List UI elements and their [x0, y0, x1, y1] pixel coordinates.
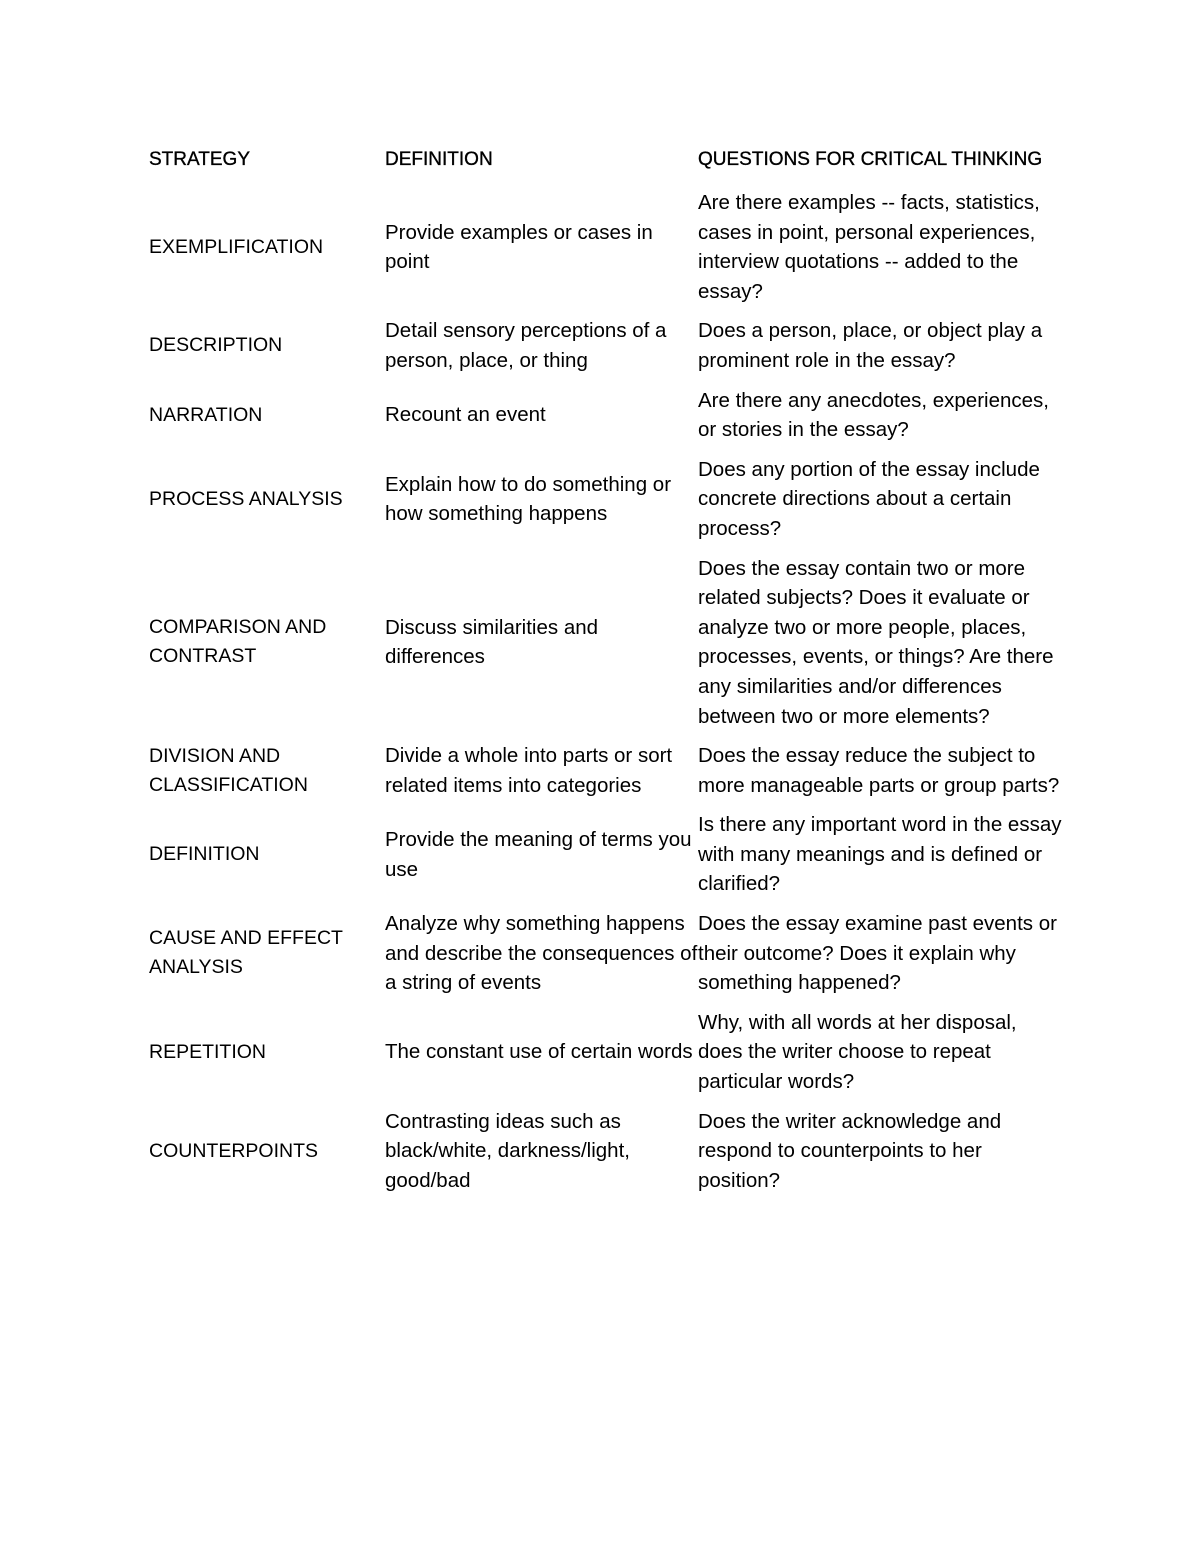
questions-cell: Is there any important word in the essay with many meanings and is defined or clarified? [698, 813, 1062, 896]
strategy-table [149, 146, 1064, 1200]
definition-cell: Divide a whole into parts or sort related items into categories [385, 744, 673, 797]
definition-cell: The constant use of certain words [385, 1040, 693, 1064]
questions-cell: Does the essay contain two or more related subjects? Does it evaluate or analyze two or more people, places, processes, events, or things? Are there any similarities and/or differences between two or more elements? [698, 556, 1054, 728]
header-definition: DEFINITION [385, 149, 493, 170]
table-row [149, 381, 1064, 450]
strategy-cell: PROCESS ANALYSIS [149, 487, 343, 510]
strategy-cell: DEFINITION [149, 843, 260, 866]
strategy-cell: DESCRIPTION [149, 334, 283, 357]
table-row [149, 736, 1064, 805]
definition-cell: Provide the meaning of terms you use [385, 828, 692, 881]
questions-cell: Are there any anecdotes, experiences, or stories in the essay? [698, 388, 1049, 442]
strategy-cell: REPETITION [149, 1040, 267, 1063]
table-row [149, 549, 1064, 737]
definition-cell: Analyze why something happens and describe the consequences of a string of events [385, 912, 698, 995]
table-row [149, 183, 1064, 311]
table-row [149, 904, 1064, 1003]
table-row [149, 450, 1064, 549]
strategy-cell: NARRATION [149, 403, 263, 426]
strategy-cell: CAUSE AND EFFECT ANALYSIS [149, 927, 343, 979]
definition-cell: Discuss similarities and differences [385, 615, 599, 669]
table-row [149, 1003, 1064, 1102]
questions-cell: Does a person, place, or object play a prominent role in the essay? [698, 319, 1043, 372]
table-header-row [149, 146, 1064, 183]
definition-cell: Explain how to do something or how something happens [385, 472, 672, 526]
definition-cell: Contrasting ideas such as black/white, darkness/light, good/bad [385, 1109, 630, 1192]
questions-cell: Why, with all words at her disposal, does the writer choose to repeat particular words? [698, 1010, 1017, 1094]
strategy-cell: EXEMPLIFICATION [149, 235, 324, 258]
header-questions: QUESTIONS FOR CRITICAL THINKING [698, 149, 1043, 170]
questions-cell: Does the essay examine past events or their outcome? Does it explain why something happened? [698, 912, 1057, 995]
table-row [149, 1102, 1064, 1201]
strategy-cell: DIVISION AND CLASSIFICATION [149, 744, 308, 796]
definition-cell: Recount an event [385, 403, 546, 427]
questions-cell: Does any portion of the essay include concrete directions about a certain process? [698, 457, 1040, 540]
definition-cell: Detail sensory perceptions of a person, place, or thing [385, 319, 667, 372]
definition-cell: Provide examples or cases in point [385, 220, 653, 274]
table-row [149, 805, 1064, 904]
questions-cell: Does the essay reduce the subject to more manageable parts or group parts? [698, 744, 1060, 797]
questions-cell: Are there examples -- facts, statistics, cases in point, personal experiences, interview quotations -- added to the essay? [698, 191, 1040, 303]
header-strategy: STRATEGY [149, 149, 250, 170]
strategy-cell: COUNTERPOINTS [149, 1139, 319, 1162]
questions-cell: Does the writer acknowledge and respond to counterpoints to her position? [698, 1109, 1002, 1192]
strategy-cell: COMPARISON AND CONTRAST [149, 616, 327, 668]
table-row [149, 311, 1064, 380]
